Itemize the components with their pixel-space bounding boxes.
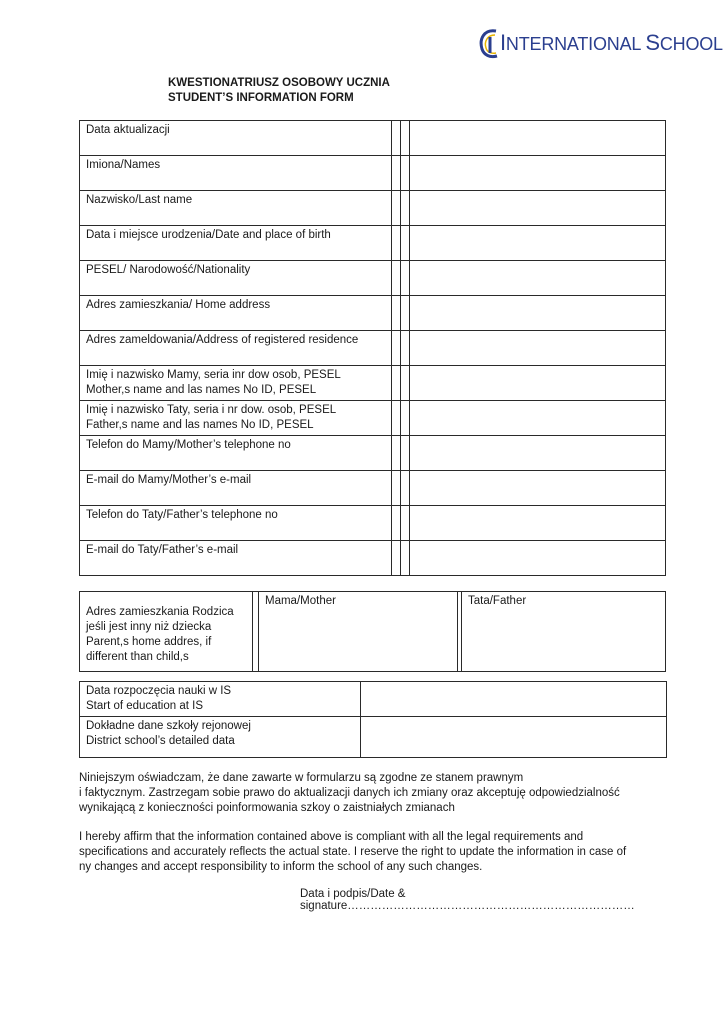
- declaration-line: ny changes and accept responsibility to inform the school of any such changes.: [79, 861, 483, 873]
- separator-cell: [392, 226, 401, 261]
- form-row-label-line1: Data i miejsce urodzenia/Date and place of birth: [86, 229, 331, 241]
- form-row-value-field[interactable]: [410, 436, 666, 471]
- declaration-line: Niniejszym oświadczam, że dane zawarte w formularzu są zgodne ze stanem prawnym: [79, 772, 524, 784]
- education-table: [79, 681, 667, 758]
- education-start-row: [80, 682, 667, 717]
- separator-cell: [401, 296, 410, 331]
- form-row-label: [80, 506, 392, 541]
- form-row-label-line1: E-mail do Taty/Father’s e-mail: [86, 544, 239, 556]
- form-row: [80, 296, 666, 331]
- parent-address-line: jeśli jest inny niż dziecka: [86, 620, 212, 633]
- father-address-cell[interactable]: [462, 592, 666, 672]
- form-row-label-line1: PESEL/ Narodowość/Nationality: [86, 264, 251, 276]
- form-row-label-line1: Nazwisko/Last name: [86, 194, 193, 206]
- declaration-polish: [79, 771, 679, 816]
- form-row-value-field[interactable]: [410, 296, 666, 331]
- form-row-label-line1: Data aktualizacji: [86, 124, 170, 136]
- district-school-line2: District school’s detailed data: [86, 735, 235, 747]
- separator-cell: [401, 121, 410, 156]
- separator-cell: [392, 471, 401, 506]
- form-row-value-field[interactable]: [410, 226, 666, 261]
- form-row: [80, 471, 666, 506]
- separator-cell: [401, 366, 410, 401]
- form-row-value-field[interactable]: [410, 401, 666, 436]
- form-title: [168, 76, 390, 106]
- form-row-label: [80, 436, 392, 471]
- declaration-line: I hereby affirm that the information contained above is compliant with all the legal requirements and: [79, 831, 584, 843]
- form-row-value-field[interactable]: [410, 156, 666, 191]
- separator-cell: [392, 296, 401, 331]
- separator-cell: [392, 401, 401, 436]
- parent-address-table: [79, 591, 666, 672]
- form-row-value-field[interactable]: [410, 121, 666, 156]
- form-row: [80, 261, 666, 296]
- separator-cell: [392, 366, 401, 401]
- separator-cell: [392, 261, 401, 296]
- logo-word-school: CHOOL: [659, 34, 723, 54]
- separator-cell: [401, 191, 410, 226]
- form-row-label-line1: Telefon do Mamy/Mother’s telephone no: [86, 439, 291, 451]
- globe-icon: [478, 27, 500, 59]
- form-row-label: [80, 401, 392, 436]
- parent-address-line: Parent,s home addres, if: [86, 635, 212, 648]
- form-row: [80, 401, 666, 436]
- separator-cell: [401, 541, 410, 576]
- form-row: [80, 506, 666, 541]
- form-row: [80, 366, 666, 401]
- form-row-label: [80, 541, 392, 576]
- form-row-label-line1: E-mail do Mamy/Mother’s e-mail: [86, 474, 252, 486]
- district-school-value[interactable]: [361, 717, 667, 758]
- declaration-english: [79, 830, 679, 875]
- form-row-value-field[interactable]: [410, 471, 666, 506]
- form-row-label-line1: Imię i nazwisko Mamy, seria inr dow osob, PESEL: [86, 369, 341, 381]
- mother-address-cell[interactable]: [259, 592, 458, 672]
- district-school-row: [80, 717, 667, 758]
- education-start-line2: Start of education at IS: [86, 700, 203, 712]
- title-english: STUDENT’S INFORMATION FORM: [168, 92, 354, 104]
- form-row: [80, 191, 666, 226]
- parent-address-line: different than child,s: [86, 650, 189, 663]
- declaration-line: wynikającą z konieczności poinformowania szkoy o zaistniałych zmianach: [79, 802, 455, 814]
- separator-cell: [401, 401, 410, 436]
- education-start-line1: Data rozpoczęcia nauki w IS: [86, 685, 232, 697]
- form-row-value-field[interactable]: [410, 331, 666, 366]
- form-row-label: [80, 226, 392, 261]
- form-row-label: [80, 156, 392, 191]
- separator-cell: [401, 506, 410, 541]
- separator-cell: [401, 436, 410, 471]
- form-row-label: [80, 331, 392, 366]
- form-row: [80, 226, 666, 261]
- separator-cell: [401, 156, 410, 191]
- form-row-label-line1: Imię i nazwisko Taty, seria i nr dow. osob, PESEL: [86, 404, 337, 416]
- form-row-label: [80, 191, 392, 226]
- separator-cell: [392, 436, 401, 471]
- form-row-label-line1: Imiona/Names: [86, 159, 161, 171]
- district-school-label: [80, 717, 361, 758]
- separator-cell: [392, 541, 401, 576]
- form-row-value-field[interactable]: [410, 506, 666, 541]
- form-row-label: [80, 261, 392, 296]
- separator-cell: [392, 191, 401, 226]
- form-row-value-field[interactable]: [410, 191, 666, 226]
- school-logo: [478, 26, 723, 60]
- form-row-label-line2: Father,s name and las names No ID, PESEL: [86, 419, 314, 431]
- parent-address-row: [80, 592, 666, 672]
- father-label: Tata/Father: [468, 595, 527, 607]
- separator-cell: [392, 331, 401, 366]
- parent-address-line: Adres zamieszkania Rodzica: [86, 605, 234, 618]
- declaration-line: specifications and accurately reflects the actual state. I reserve the right to update the information in case of: [79, 846, 627, 858]
- form-row-label-line2: Mother,s name and las names No ID, PESEL: [86, 384, 317, 396]
- form-row-value-field[interactable]: [410, 541, 666, 576]
- form-row-value-field[interactable]: [410, 366, 666, 401]
- separator-cell: [401, 226, 410, 261]
- separator-cell: [392, 506, 401, 541]
- signature-line[interactable]: Data i podpis/Date & signature…………………………………………………………………: [300, 888, 635, 912]
- separator-cell: [392, 156, 401, 191]
- form-row: [80, 436, 666, 471]
- logo-initial: I: [500, 30, 506, 55]
- form-row: [80, 156, 666, 191]
- form-row: [80, 121, 666, 156]
- form-row-value-field[interactable]: [410, 261, 666, 296]
- form-row-label-line1: Adres zamieszkania/ Home address: [86, 299, 271, 311]
- education-start-label: [80, 682, 361, 717]
- separator-cell: [401, 261, 410, 296]
- logo-school-initial: S: [645, 30, 660, 55]
- separator-cell: [401, 331, 410, 366]
- form-row-label: [80, 121, 392, 156]
- logo-wordmark: [500, 30, 723, 56]
- title-polish: KWESTIONATRIUSZ OSOBOWY UCZNIA: [168, 77, 390, 89]
- parent-address-label: [80, 592, 253, 672]
- form-row-label-line1: Adres zameldowania/Address of registered residence: [86, 334, 359, 346]
- declaration-line: i faktycznym. Zastrzegam sobie prawo do aktualizacji danych ich zmiany oraz akceptuję odpowiedzialność: [79, 787, 620, 799]
- form-row-label: [80, 471, 392, 506]
- student-info-table: [79, 120, 666, 576]
- form-row: [80, 541, 666, 576]
- logo-word-international: NTERNATIONAL: [505, 34, 641, 54]
- education-start-value[interactable]: [361, 682, 667, 717]
- form-row: [80, 331, 666, 366]
- form-row-label: [80, 296, 392, 331]
- district-school-line1: Dokładne dane szkoły rejonowej: [86, 720, 251, 732]
- mother-label: Mama/Mother: [265, 595, 336, 607]
- form-row-label-line1: Telefon do Taty/Father’s telephone no: [86, 509, 278, 521]
- form-row-label: [80, 366, 392, 401]
- separator-cell: [392, 121, 401, 156]
- separator-cell: [401, 471, 410, 506]
